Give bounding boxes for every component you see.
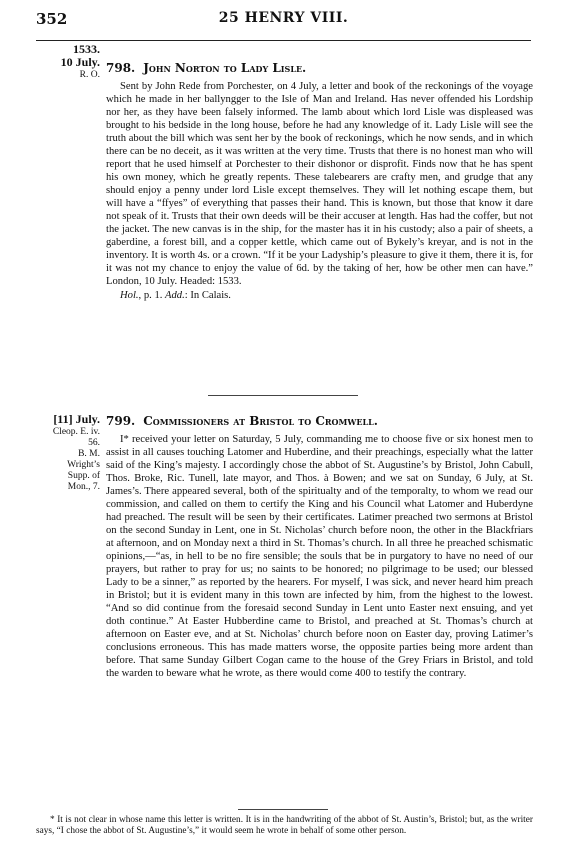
add-label: Add. — [165, 290, 185, 301]
entry-body: I* received your letter on Saturday, 5 July, commanding me to choose five or six honest men to assist in all causes touching Latomer and Huberdine, and their preachings, especially what the latter said of the King’s majesty. I accordingly chose the abbot of St. Augustine’s by Bristol, John Cabull, Thos. Broke, Ric. Tunell, late mayor, and Thos. à Bowen; and we sat on Sunday, 6 July, at St. James’s. There appeared several, both of the spiritualty and of the temporalty, to whom we read our commission, and called on them to certify the King and his Council what Latomer and Huberdyne had preached. The result will be seen by their certificates. Latimer preached two sermons at Bristol on the second Sunday in Lent, one in St. Nicholas’ church before noon, the other in the Blackfriars at afternoon, and on Monday next a third in St. Thomas’s church. In all three he preached schismatic opinions,—“as, in hell to be no fire sensible; the souls that be in purgatory to have no need of our prayers, but rather to pray for us; no saints to be honored; no pilgrimage to be used; our blessed Lady to be a sinner,” as reported by the hearers. For myself, I was sick, and never heard him preach in Bristol; but it is evident many in this town are infected by him, from the highest to the lowest. “And so did continue from the foresaid second Sunday in Lent unto Easter next ensuing, and yet doth continue.” At Easter Hubberdine came to Bristol, and preached at St. Thomas’s church at afternoon on Easter eve, and at St. Nicholas’ church before noon on Easter day, proving Latimer’s conclusions erroneous. This has made matters worse, the opposite parties being more ardent than before. That same Sunday Gilbert Cogan came to the house of the Grey Friars in Bristol, and told the warden to beware what he wrote, as there would come 400 to testify the contrary. — [106, 434, 533, 679]
margin-date: [11] July. — [53, 412, 100, 426]
entry-title: Commissioners at Bristol to Cromwell. — [143, 414, 378, 428]
margin-ref-5: Supp. of — [67, 471, 100, 481]
entry-799 — [106, 414, 533, 680]
running-title: 25 HENRY VIII. — [218, 10, 349, 26]
margin-ref-4: Wright’s — [67, 460, 100, 470]
hol-label: Hol. — [120, 290, 139, 301]
entry-body: Sent by John Rede from Porchester, on 4 July, a letter and book of the reckonings of the voyage which he made in her ballyngger to the Isle of Man and Ireland. Has never offended his Lordship nor her, as they have been falsely informed. The lamb about which lord Lisle was displeased was brought to his bedside in the long house, before he had any knowledge of it. Lady Lisle will see the truth about the bill which was sent her by the book of reckonings, which he now sends, and in which there can be no deceit, as it was written at the very time. Trusts that there is no honest man who will report that he used himself at Porchester to their dishonor or disprofit. Finds now that he has spent his own money, which he greatly repents. These talebearers are crafty men, and grudge that any should enjoy a penny under lord Lisle except themselves. They will let nothing escape them, but will have a “ffyes” of everything that passes their hand. This is known, but those that know it dare not speak of it. Trusts that their own deeds will be their accuser at length. Has had the coffer, but not the jacket. The new canvas is in the ship, for the master has it in his custody; also a pair of sheets, a gaberdine, a forest bill, and a copper kettle, which came out of Bykely’s kreyar, and is not in the inventory. It is worth 4s. or a crown. “If it be your Ladyship’s pleasure to give it them, there it is, for it was not my chance to enjoy the value of 6d. by the taking of her, how be other men can have.” London, 10 July. Headed: 1533. — [106, 81, 533, 287]
entry-798 — [106, 61, 533, 302]
page-number: 352 — [36, 10, 68, 28]
margin-notes-799 — [34, 414, 100, 493]
margin-ref-3: B. M. — [78, 449, 100, 459]
margin-ref-2: 56. — [88, 438, 100, 448]
pages-text: , p. 1. — [138, 290, 166, 301]
footnote: * It is not clear in whose name this letter is written. It is in the handwriting of the abbot of St. Austin’s, Bristol; but, as the writer says, “I chose the abbot of St. Augustine’s,” it would seem he wrote in behalf of some other person. — [36, 815, 533, 836]
entry-number: 799. — [106, 414, 136, 428]
margin-year: 1533. — [73, 42, 100, 56]
entry-number: 798. — [106, 61, 136, 75]
entry-subscript — [106, 289, 533, 302]
entry-heading — [106, 61, 533, 76]
entry-separator — [208, 395, 358, 396]
address-text: : In Calais. — [184, 290, 231, 301]
margin-date: 10 July. — [60, 55, 100, 69]
header-rule — [36, 40, 531, 41]
footnote-rule — [238, 809, 328, 810]
margin-ref-1: Cleop. E. iv. — [52, 427, 100, 437]
entry-title: John Norton to Lady Lisle. — [143, 61, 307, 75]
margin-ref-6: Mon., 7. — [67, 482, 100, 492]
entry-heading — [106, 414, 533, 429]
margin-notes-798 — [34, 44, 100, 81]
margin-reference: R. O. — [79, 70, 100, 80]
